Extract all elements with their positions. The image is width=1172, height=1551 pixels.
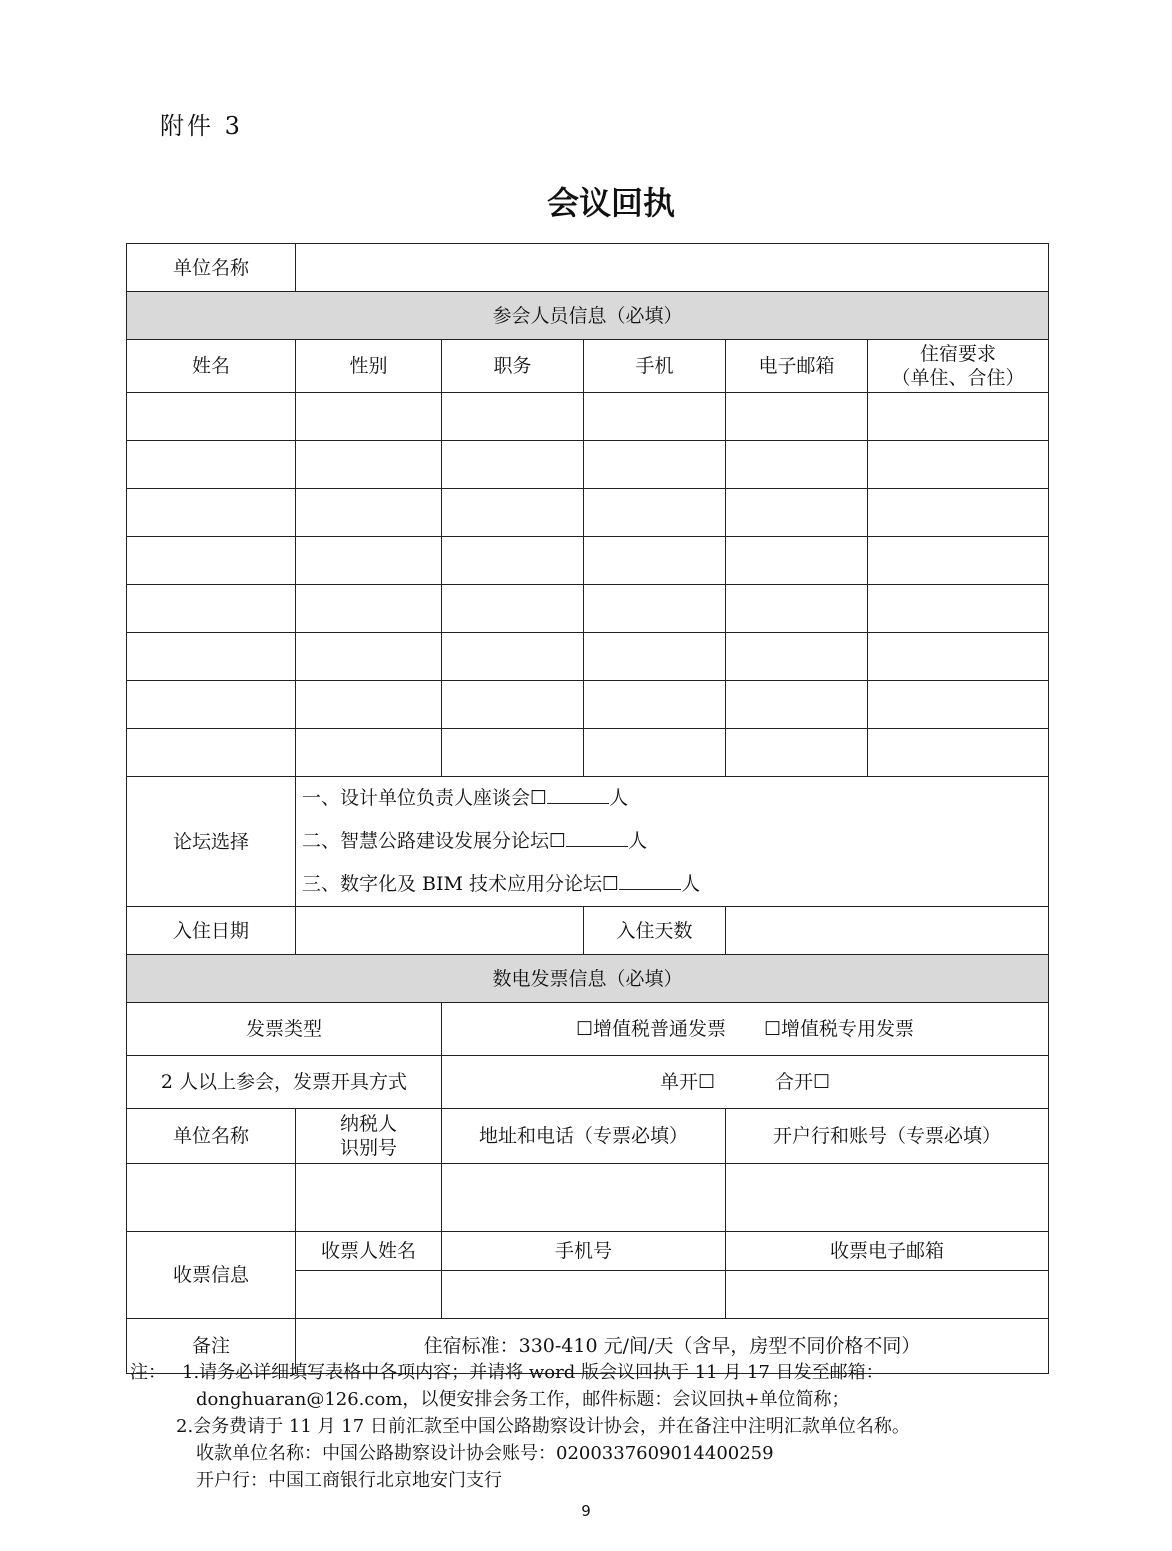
bank-account-field[interactable] <box>726 1164 1049 1232</box>
unit-name-field[interactable] <box>296 244 1049 292</box>
forum-option-2[interactable]: 二、智慧公路建设发展分论坛☐ 人 <box>302 820 1042 863</box>
invoice-type-options <box>442 1003 1049 1056</box>
count-blank[interactable] <box>619 871 681 890</box>
attendee-row <box>127 441 1049 489</box>
receiver-name-field[interactable] <box>296 1271 442 1319</box>
col-position: 职务 <box>442 340 584 393</box>
col-accommodation-line2: （单住、合住） <box>891 367 1025 389</box>
note-line-2: donghuaran@126.com，以便安排会务工作，邮件标题：会议回执+单位简称； <box>196 1389 850 1410</box>
col-name: 姓名 <box>127 340 296 393</box>
forum-options <box>296 777 1049 907</box>
inv-unit-name-label: 单位名称 <box>127 1109 296 1164</box>
address-phone-field[interactable] <box>442 1164 726 1232</box>
invoice-section-header: 数电发票信息（必填） <box>127 955 1049 1003</box>
attendee-row <box>127 537 1049 585</box>
bank-account-label: 开户行和账号（专票必填） <box>726 1109 1049 1164</box>
inv-unit-name-field[interactable] <box>127 1164 296 1232</box>
notes-label: 注： <box>130 1362 166 1383</box>
receiver-name-label: 收票人姓名 <box>296 1232 442 1271</box>
invoice-type-label: 发票类型 <box>127 1003 442 1056</box>
checkbox-icon[interactable]: ☐ <box>602 873 620 895</box>
checkin-date-field[interactable] <box>296 907 584 955</box>
receiver-phone-label: 手机号 <box>442 1232 726 1271</box>
col-gender: 性别 <box>296 340 442 393</box>
checkin-date-label: 入住日期 <box>127 907 296 955</box>
attendee-row <box>127 633 1049 681</box>
checkbox-icon[interactable]: ☐ <box>549 830 567 852</box>
note-line-1: 1.请务必详细填写表格中各项内容；并请将 word 版会议回执于 11 月 17 日发至邮箱： <box>182 1362 884 1383</box>
notes <box>130 1359 910 1494</box>
taxpayer-id-label: 纳税人 识别号 <box>296 1109 442 1164</box>
remarks-value: 住宿标准：330-410 元/间/天（含早，房型不同价格不同） <box>296 1319 1049 1374</box>
unit-name-label: 单位名称 <box>127 244 296 292</box>
attendee-row <box>127 393 1049 441</box>
checkbox-icon[interactable]: ☐ <box>530 787 548 809</box>
separate-option[interactable]: 单开☐ <box>659 1071 716 1093</box>
attendee-row <box>127 681 1049 729</box>
taxpayer-id-field[interactable] <box>296 1164 442 1232</box>
note-line-4: 收款单位名称：中国公路勘察设计协会账号：0200337609014400259 <box>196 1443 774 1464</box>
page-number: 9 <box>581 1502 591 1520</box>
checkin-days-field[interactable] <box>726 907 1049 955</box>
multi-attendee-label: 2 人以上参会，发票开具方式 <box>127 1056 442 1109</box>
receipt-form-table <box>126 243 1049 1374</box>
col-accommodation-line1: 住宿要求 <box>920 343 997 365</box>
note-line-3: 2.会务费请于 11 月 17 日前汇款至中国公路勘察设计协会，并在备注中注明汇款单位名称。 <box>176 1416 910 1437</box>
receiver-email-field[interactable] <box>726 1271 1049 1319</box>
invoice-issue-options <box>442 1056 1049 1109</box>
forum-option-1[interactable]: 一、设计单位负责人座谈会☐ 人 <box>302 777 1042 820</box>
col-email: 电子邮箱 <box>726 340 868 393</box>
invoice-special-option[interactable]: ☐增值税专用发票 <box>764 1018 915 1040</box>
attendee-section-header: 参会人员信息（必填） <box>127 292 1049 340</box>
receiver-phone-field[interactable] <box>442 1271 726 1319</box>
note-line-5: 开户行：中国工商银行北京地安门支行 <box>196 1470 502 1491</box>
address-phone-label: 地址和电话（专票必填） <box>442 1109 726 1164</box>
receiver-email-label: 收票电子邮箱 <box>726 1232 1049 1271</box>
count-blank[interactable] <box>547 785 609 804</box>
attendee-row <box>127 585 1049 633</box>
count-blank[interactable] <box>566 828 628 847</box>
checkin-days-label: 入住天数 <box>584 907 726 955</box>
receipt-info-label: 收票信息 <box>127 1232 296 1319</box>
combined-option[interactable]: 合开☐ <box>775 1071 831 1093</box>
remarks-label: 备注 <box>127 1319 296 1374</box>
col-accommodation <box>868 340 1049 393</box>
invoice-general-option[interactable]: ☐增值税普通发票 <box>575 1018 727 1040</box>
forum-option-3[interactable]: 三、数字化及 BIM 技术应用分论坛☐ 人 <box>302 863 1042 906</box>
attendee-row <box>127 489 1049 537</box>
col-mobile: 手机 <box>584 340 726 393</box>
attachment-label: 附件 3 <box>160 112 243 140</box>
forum-label: 论坛选择 <box>127 777 296 907</box>
attendee-row <box>127 729 1049 777</box>
page-title: 会议回执 <box>546 184 675 222</box>
